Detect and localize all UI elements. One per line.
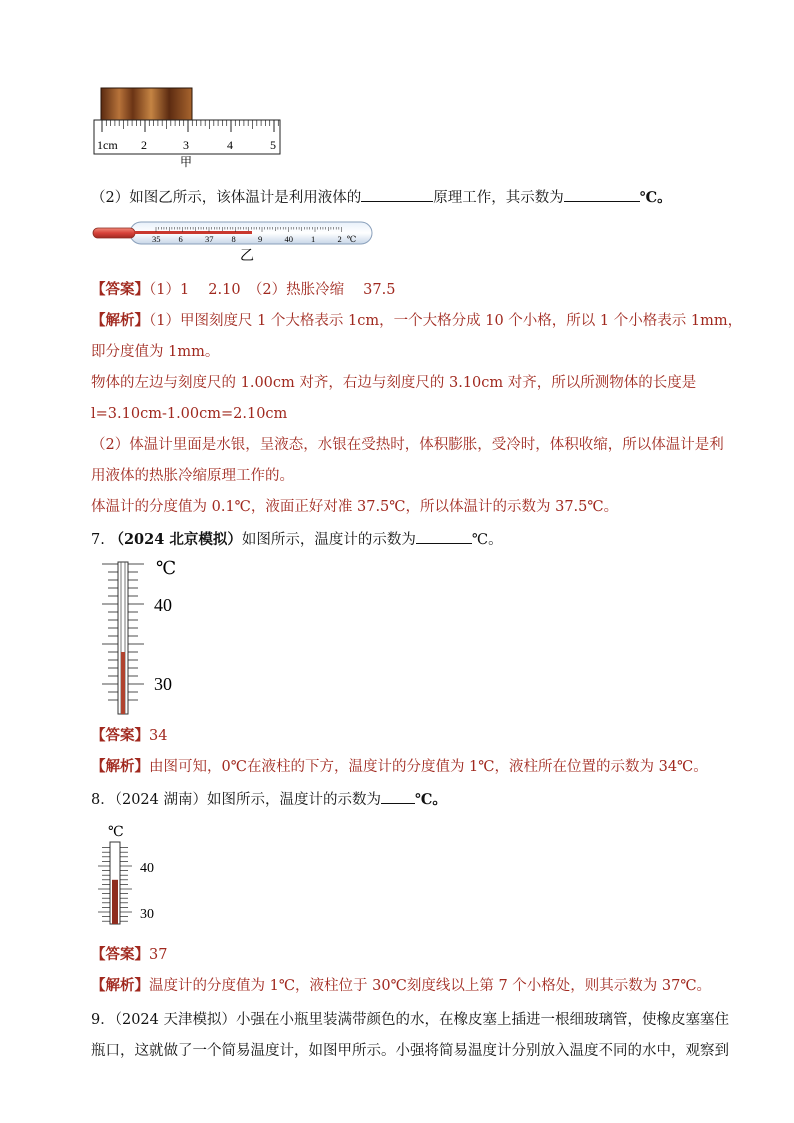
ruler-label-1cm: 1cm (97, 138, 118, 152)
question-8: 8．（2024 湖南）如图所示，温度计的示数为 ℃。 (91, 791, 447, 808)
label-40: 40 (154, 595, 172, 615)
question-7: 7. （2024 北京模拟）如图所示，温度计的示数为 ℃。 (91, 531, 503, 548)
thermometer-bulb (93, 228, 135, 238)
unit-label: ℃ (108, 825, 124, 840)
ruler-label-2: 2 (141, 138, 147, 152)
thermometer-q8-figure (94, 820, 174, 930)
label-30: 30 (154, 674, 172, 694)
question-9-line2: 瓶口，这就做了一个简易温度计，如图甲所示。小强将简易温度计分别放入温度不同的水中，观察到 (91, 1043, 729, 1059)
q8-answer: 【答案】37 (91, 946, 168, 963)
label-40: 40 (140, 861, 154, 876)
q6-analysis-line4: l=3.10cm-1.00cm=2.10cm (91, 406, 288, 422)
answer-blank (381, 789, 415, 804)
answer-blank (416, 529, 472, 544)
ruler-label-3: 3 (183, 138, 189, 152)
clinical-scale-label: 1 (311, 234, 316, 244)
clinical-scale-label: 35 (152, 234, 161, 244)
q6-analysis-line2: 即分度值为 1mm。 (91, 344, 220, 360)
clinical-scale-label: 40 (284, 234, 293, 244)
q6-part2: （2）如图乙所示，该体温计是利用液体的 原理工作，其示数为 ℃。 (91, 189, 672, 206)
q6-analysis-line7: 体温计的分度值为 0.1℃，液面正好对准 37.5℃，所以体温计的示数为 37.5℃。 (91, 499, 619, 515)
q6-analysis-line1: 【解析】（1）甲图刻度尺 1 个大格表示 1cm，一个大格分成 10 个小格，所以 1 个小格表示 1mm， (91, 312, 743, 329)
ruler-label-4: 4 (227, 138, 233, 152)
q6-answer: 【答案】（1）1 2.10 （2）热胀冷缩 37.5 (91, 281, 396, 298)
q6-analysis-line6: 用液体的热胀冷缩原理工作的。 (91, 468, 294, 484)
figure-caption-jia: 甲 (180, 155, 193, 169)
figure-caption-yi: 乙 (240, 249, 254, 264)
measured-object (101, 88, 192, 120)
question-9-line1: 9．（2024 天津模拟）小强在小瓶里装满带颜色的水，在橡皮塞上插进一根细玻璃管，使橡皮塞塞住 (91, 1012, 729, 1028)
ruler-label-5: 5 (270, 138, 276, 152)
q6-analysis-line5: （2）体温计里面是水银，呈液态，水银在受热时，体积膨胀，受冷时，体积收缩，所以体温计是利 (91, 437, 724, 453)
clinical-thermometer-figure (90, 218, 380, 264)
liquid-column (112, 880, 118, 924)
ruler-figure (88, 82, 288, 172)
label-30: 30 (140, 907, 154, 922)
thermometer-q7-figure (94, 556, 194, 718)
answer-blank (361, 187, 433, 202)
clinical-scale-label: 6 (178, 234, 183, 244)
q7-analysis: 【解析】由图可知，0℃在液柱的下方，温度计的分度值为 1℃，液柱所在位置的示数为 34℃。 (91, 758, 708, 775)
q7-answer: 【答案】34 (91, 727, 168, 744)
clinical-scale-label: 2 (337, 234, 342, 244)
clinical-scale-label: 8 (231, 234, 236, 244)
q8-analysis: 【解析】温度计的分度值为 1℃，液柱位于 30℃刻度线以上第 7 个小格处，则其示数为 37℃。 (91, 977, 712, 994)
clinical-scale-label: 9 (258, 234, 263, 244)
clinical-scale-label: ℃ (346, 234, 357, 244)
unit-label: ℃ (156, 558, 177, 578)
clinical-scale-label: 37 (205, 234, 214, 244)
q6-analysis-line3: 物体的左边与刻度尺的 1.00cm 对齐，右边与刻度尺的 3.10cm 对齐，所以所测物体的长度是 (91, 375, 697, 391)
answer-blank (564, 187, 640, 202)
liquid-column (121, 652, 125, 714)
